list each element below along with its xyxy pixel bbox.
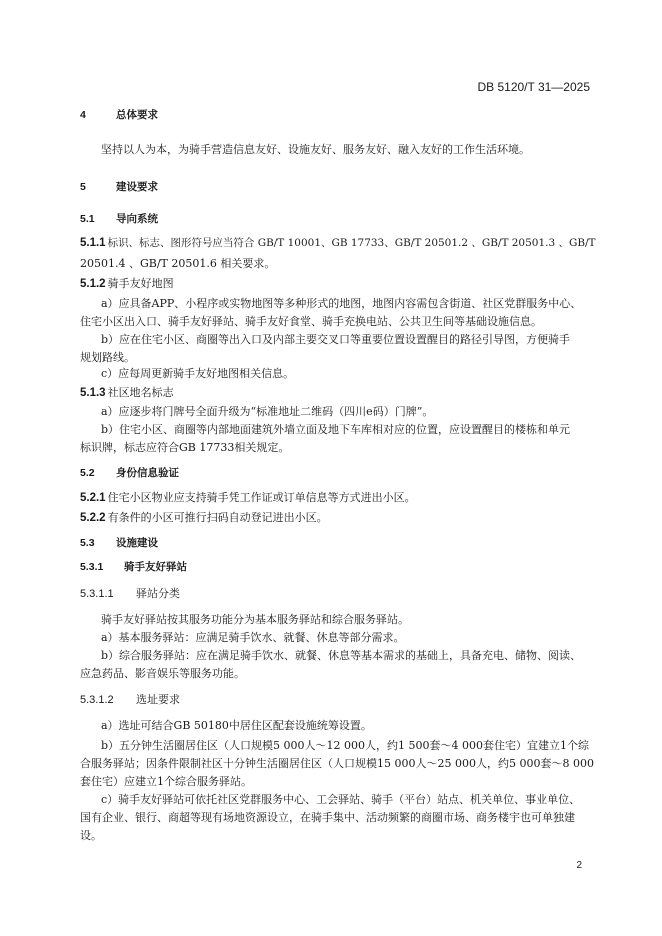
heading-5-3-1-2 bbox=[80, 692, 180, 708]
clause-title: 骑手友好地图 bbox=[107, 277, 174, 290]
heading-5-2 bbox=[80, 466, 179, 481]
section-title: 身份信息验证 bbox=[116, 467, 179, 479]
clause-text: 住宅小区物业应支持骑手凭工作证或订单信息等方式进出小区。 bbox=[107, 491, 416, 504]
clause-5-1-2 bbox=[80, 276, 174, 292]
page-number: 2 bbox=[576, 860, 582, 871]
clause-text: 标识、标志、图形符号应当符合 GB/T 10001、GB 17733、GB/T 20501.2 、GB/T 20501.3 、GB/T bbox=[107, 237, 596, 249]
list-item: c）应每周更新骑手友好地图相关信息。 bbox=[101, 367, 295, 380]
heading-4 bbox=[80, 108, 158, 123]
clause-number: 5.1.3 bbox=[80, 387, 106, 399]
list-item-cont: 应急药品、影音娱乐等服务功能。 bbox=[80, 667, 245, 680]
clause-5-1-3 bbox=[80, 385, 174, 401]
section-title: 导向系统 bbox=[116, 213, 158, 225]
section-title: 骑手友好驿站 bbox=[124, 561, 187, 573]
section-title: 总体要求 bbox=[116, 109, 158, 121]
list-item-cont: 套住宅）应建立1个综合服务驿站。 bbox=[80, 775, 252, 788]
list-item: b）综合服务驿站：应在满足骑手饮水、就餐、休息等基本需求的基础上，具备充电、储物、阅读、 bbox=[101, 649, 582, 662]
clause-5-2-2 bbox=[80, 510, 328, 526]
section-title: 设施建设 bbox=[116, 537, 158, 549]
heading-5-3-1 bbox=[80, 560, 187, 575]
paragraph: 骑手友好驿站按其服务功能分为基本服务驿站和综合服务驿站。 bbox=[101, 613, 409, 626]
clause-number: 5.2.2 bbox=[80, 512, 106, 524]
list-item-cont: 设。 bbox=[80, 829, 102, 842]
list-item: a）应逐步将门牌号全面升级为“标准地址二维码（四川e码）门牌”。 bbox=[101, 405, 434, 418]
section-number: 5.1 bbox=[80, 213, 95, 225]
section-number: 5.3 bbox=[80, 537, 95, 549]
list-item-cont: 合服务驿站；因条件限制社区十分钟生活圈居住区（人口规模15 000人～25 000人，约5 000套～8 000 bbox=[80, 757, 594, 770]
section-title: 选址要求 bbox=[136, 693, 180, 706]
clause-5-1-1 bbox=[80, 236, 596, 251]
clause-number: 5.2.1 bbox=[80, 492, 106, 504]
section-number: 4 bbox=[80, 109, 86, 121]
list-item: c）骑手友好驿站可依托社区党群服务中心、工会驿站、骑手（平台）站点、机关单位、事业单位、 bbox=[101, 793, 581, 806]
list-item: a）选址可结合GB 50180中居住区配套设施统筹设置。 bbox=[101, 719, 372, 732]
clause-text: 有条件的小区可推行扫码自动登记进出小区。 bbox=[107, 511, 328, 524]
section-number: 5.2 bbox=[80, 467, 95, 479]
standard-number: DB 5120/T 31—2025 bbox=[477, 80, 590, 94]
list-item-cont: 规划路线。 bbox=[80, 351, 135, 364]
section-number: 5.3.1 bbox=[80, 561, 104, 573]
paragraph: 坚持以人为本，为骑手营造信息友好、设施友好、服务友好、融入友好的工作生活环境。 bbox=[101, 143, 530, 156]
section-title: 驿站分类 bbox=[136, 587, 180, 600]
heading-5-3-1-1 bbox=[80, 586, 180, 602]
list-item: b）五分钟生活圈居住区（人口规模5 000人～12 000人，约1 500套～4 000套住宅）宜建立1个综 bbox=[101, 739, 589, 752]
heading-5-3 bbox=[80, 536, 158, 551]
section-title: 建设要求 bbox=[116, 181, 158, 193]
clause-title: 社区地名标志 bbox=[107, 386, 174, 399]
clause-5-2-1 bbox=[80, 490, 416, 506]
section-number: 5 bbox=[80, 181, 86, 193]
heading-5-1 bbox=[80, 212, 158, 227]
list-item: a）应具备APP、小程序或实物地图等多种形式的地图，地图内容需包含街道、社区党群服务中心、 bbox=[101, 297, 582, 310]
list-item: b）住宅小区、商圈等内部地面建筑外墙立面及地下车库相对应的位置，应设置醒目的楼栋和单元 bbox=[101, 423, 571, 436]
clause-text-line: 20501.4 、GB/T 20501.6 相关要求。 bbox=[80, 257, 276, 270]
list-item-cont: 标识牌，标志应符合GB 17733相关规定。 bbox=[80, 441, 290, 454]
list-item-cont: 国有企业、银行、商超等现有场地资源设立，在骑手集中、活动频繁的商圈市场、商务楼宇也可单独建 bbox=[80, 811, 575, 824]
list-item-cont: 住宅小区出入口、骑手友好驿站、骑手友好食堂、骑手充换电站、公共卫生间等基础设施信息。 bbox=[80, 315, 542, 328]
list-item: a）基本服务驿站：应满足骑手饮水、就餐、休息等部分需求。 bbox=[101, 631, 405, 644]
list-item: b）应在住宅小区、商圈等出入口及内部主要交叉口等重要位置设置醒目的路径引导图，方便骑手 bbox=[101, 333, 571, 346]
heading-5 bbox=[80, 180, 158, 195]
section-number: 5.3.1.2 bbox=[80, 694, 114, 706]
section-number: 5.3.1.1 bbox=[80, 588, 114, 600]
clause-number: 5.1.1 bbox=[80, 237, 106, 249]
clause-number: 5.1.2 bbox=[80, 278, 106, 290]
